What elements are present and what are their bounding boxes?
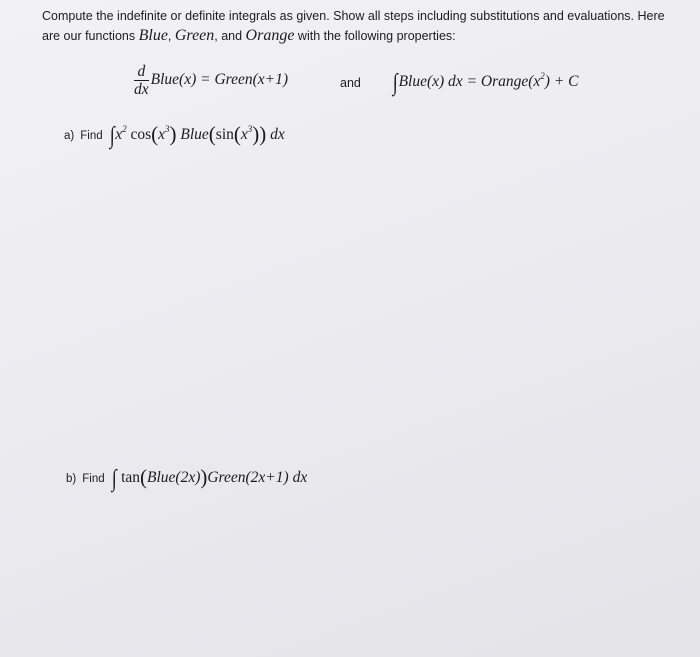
part-a-label: a): [64, 130, 75, 142]
part-a-question: [64, 122, 285, 150]
integral-sign-icon: ∫: [109, 123, 115, 149]
part-a-find: Find: [80, 130, 103, 142]
part-b-green: Green(2x+1): [207, 469, 289, 486]
derivative-property: [134, 63, 288, 98]
paren-close: )): [252, 122, 267, 146]
paren-open: (: [140, 465, 147, 489]
paren-open: (: [151, 122, 159, 146]
part-a-sin: sin: [215, 126, 234, 143]
integral-property: [392, 70, 579, 97]
integral-tail: ) + C: [544, 73, 579, 90]
derivative-equation: Blue(x) = Green(x+1): [150, 71, 289, 89]
part-b-question: [66, 465, 307, 493]
part-a-exp-1: 2: [122, 124, 127, 134]
integral-sign-icon: ∫: [392, 70, 398, 96]
function-name-green: Green: [174, 27, 215, 44]
paren-close: ): [169, 122, 177, 146]
part-a-term-x3: x: [240, 126, 248, 143]
derivative-operator: [134, 63, 149, 98]
part-a-blue: Blue: [176, 126, 209, 143]
paren-open: (: [208, 122, 216, 146]
integral-equation: Blue(x) dx = Orange(x: [398, 73, 541, 90]
connector-and: and: [340, 76, 361, 90]
intro-comma: ,: [167, 29, 175, 43]
integral-exponent: 2: [540, 71, 545, 81]
part-a-term-x: x: [115, 126, 123, 143]
part-a-exp-3: 3: [247, 124, 253, 134]
function-name-blue: Blue: [138, 27, 168, 44]
intro-and: , and: [214, 29, 246, 43]
part-b-label: b): [66, 473, 77, 485]
integral-sign-icon: ∫: [111, 466, 117, 492]
part-b-find: Find: [82, 473, 105, 485]
part-b-dx: dx: [288, 469, 308, 486]
derivative-denominator: dx: [134, 81, 149, 98]
intro-tail: with the following properties:: [294, 29, 456, 43]
part-a-term-x2: x: [158, 126, 166, 143]
paren-open: (: [233, 122, 241, 146]
problem-statement: [42, 6, 682, 46]
part-a-dx: dx: [266, 126, 285, 143]
part-b-blue: Blue(2x): [147, 469, 201, 486]
paren-close: ): [200, 465, 208, 489]
derivative-numerator: d: [134, 63, 149, 81]
part-a-cos: cos: [126, 126, 152, 143]
part-b-tan: tan: [117, 469, 140, 486]
part-a-exp-2: 3: [165, 124, 170, 134]
intro-text: Compute the indefinite or definite integrals as given. Show all steps including substitutions and evaluations. Here are our functions: [42, 9, 665, 43]
function-name-orange: Orange: [245, 27, 295, 44]
